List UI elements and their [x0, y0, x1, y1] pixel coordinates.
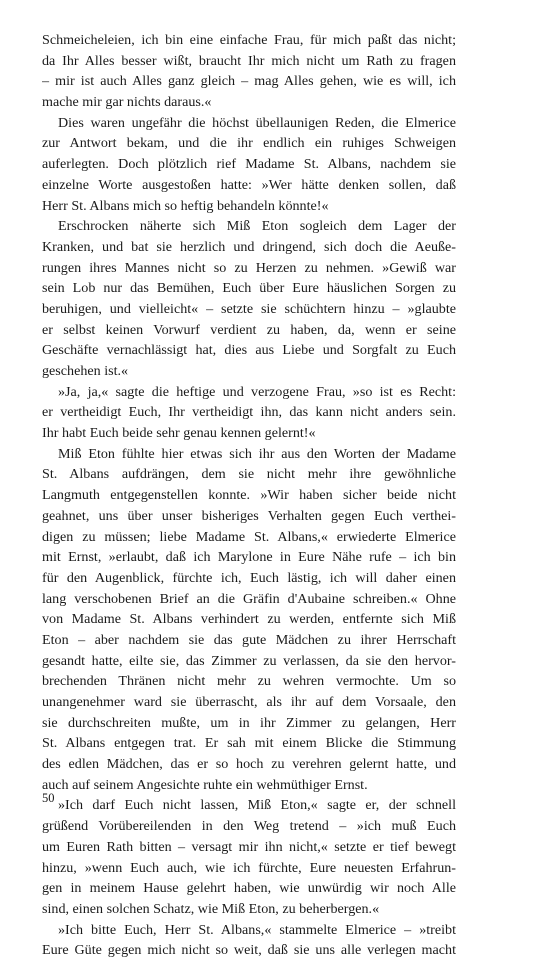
text-line: er selbst keinen Vorwurf verdient zu haben, da, wenn er seine [42, 321, 456, 338]
text-line: des edlen Mädchen, das er so hoch zu verehren gelernt hatte, und [42, 756, 456, 773]
text-line: »Ich bitte Euch, Herr St. Albans,« stammelte Elmerice – »treibt [58, 921, 456, 938]
text-line: Schmeicheleien, ich bin eine einfache Frau, für mich paßt das nicht; [42, 32, 456, 48]
text-line: »Ja, ja,« sagte die heftige und verzogene Frau, »so ist es Recht: [58, 383, 456, 400]
text-line: da Ihr Alles besser wißt, braucht Ihr mich nicht um Rath zu fragen [42, 52, 456, 69]
text-line: Herr St. Albans mich so heftig behandeln könnte!« [42, 197, 329, 214]
text-line: Langmuth entgegenstellen konnte. »Wir haben sicher beide nicht [42, 487, 456, 504]
text-line: Kranken, und bat sie herzlich und dringend, sich doch die Aeuße- [42, 238, 456, 255]
text-line: sind, einen solchen Schatz, wie Miß Eton, zu beherbergen.« [42, 900, 380, 917]
text-line: einzelne Worte ausgestoßen hatte: »Wer hätte denken sollen, daß [42, 176, 456, 193]
text-line: geahnet, uns über unser bisheriges Verhalten gegen Euch verthei- [42, 507, 456, 524]
text-line: er vertheidigt Euch, Ihr vertheidigt ihn, das kann nicht anders sein. [42, 404, 456, 421]
text-line: für den Augenblick, fürchte ich, Euch lästig, ich will daher einen [42, 569, 456, 586]
text-line: gesandt hatte, eilte sie, das Zimmer zu verlassen, da sie den hervor- [42, 652, 456, 669]
text-line: Eure Güte gegen mich nicht so weit, daß sie uns alle verlegen macht [42, 942, 456, 959]
text-line: beruhigen, und vielleicht« – setzte sie schüchtern hinzu – »glaubte [42, 300, 456, 317]
text-line: auch auf seinem Angesichte ruhte ein wehmüthiger Ernst. [42, 776, 368, 793]
text-line: Eton – aber nachdem sie das gute Mädchen zu ihrer Herrschaft [42, 631, 456, 648]
text-line: um Euren Rath bitten – versagt mir ihn nicht,« setzte er tief bewegt [42, 838, 456, 855]
text-line: digen zu müssen; liebe Madame St. Albans,« erwiederte Elmerice [42, 528, 456, 545]
text-line: St. Albans entgegen trat. Er sah mit einem Blicke die Stimmung [42, 735, 456, 752]
text-line: Dies waren ungefähr die höchst übellaunigen Reden, die Elmerice [58, 114, 456, 131]
text-line: mache mir gar nichts daraus.« [42, 94, 212, 111]
page-number: 50 [42, 791, 55, 805]
text-line: grüßend Vorübereilenden in den Weg tretend – »ich muß Euch [42, 818, 456, 835]
text-line: gen in meinem Hause gelehrt haben, wie unwürdig wir noch Alle [42, 880, 456, 897]
text-line: – mir ist auch Alles ganz gleich – mag Alles gehen, wie es will, ich [42, 73, 456, 90]
text-line: Ihr habt Euch beide sehr genau kennen gelernt!« [42, 425, 316, 442]
text-line: St. Albans aufdrängen, dem sie nicht mehr ihre gewöhnliche [42, 466, 456, 483]
text-line: »Ich darf Euch nicht lassen, Miß Eton,« sagte er, der schnell [58, 797, 456, 814]
text-line: hinzu, »wenn Euch auch, wie ich fürchte, Eure neuesten Erfahrun- [42, 859, 456, 876]
text-line: sein Lob nur das Bemühen, Euch über Eure häuslichen Sorgen zu [42, 280, 456, 297]
text-line: von Madame St. Albans verhindert zu werden, entfernte sich Miß [42, 611, 456, 628]
text-line: mit Ernst, »erlaubt, daß ich Marylone in Eure Nähe rufe – ich bin [42, 549, 456, 566]
text-line: Miß Eton fühlte hier etwas sich ihr aus den Worten der Madame [58, 445, 456, 462]
text-line: sie durchschreiten mußte, um in ihr Zimmer zu gelangen, Herr [42, 714, 456, 731]
text-line: auferlegten. Doch plötzlich rief Madame St. Albans, nachdem sie [42, 156, 456, 173]
text-line: zur Antwort bekam, und die ihr endlich ein ruhiges Schweigen [42, 135, 456, 152]
text-line: lang verschobenen Brief an die Gräfin d'Aubaine schreiben.« Ohne [42, 590, 456, 607]
page-body-text [42, 30, 456, 961]
text-line: Geschäfte vernachlässigt hat, dies aus Liebe und Sorgfalt zu Euch [42, 342, 456, 359]
text-line: unangenehmer ward sie überrascht, als ihr auf dem Vorsaale, den [42, 694, 456, 710]
text-line: rungen ihres Mannes nicht so zu Herzen zu nehmen. »Gewiß war [42, 259, 456, 276]
text-line: geschehen ist.« [42, 363, 129, 379]
text-line: Erschrocken näherte sich Miß Eton sogleich dem Lager der [58, 218, 456, 235]
text-line: brechenden Thränen nicht mehr zu wehren vermochte. Um so [42, 673, 456, 690]
